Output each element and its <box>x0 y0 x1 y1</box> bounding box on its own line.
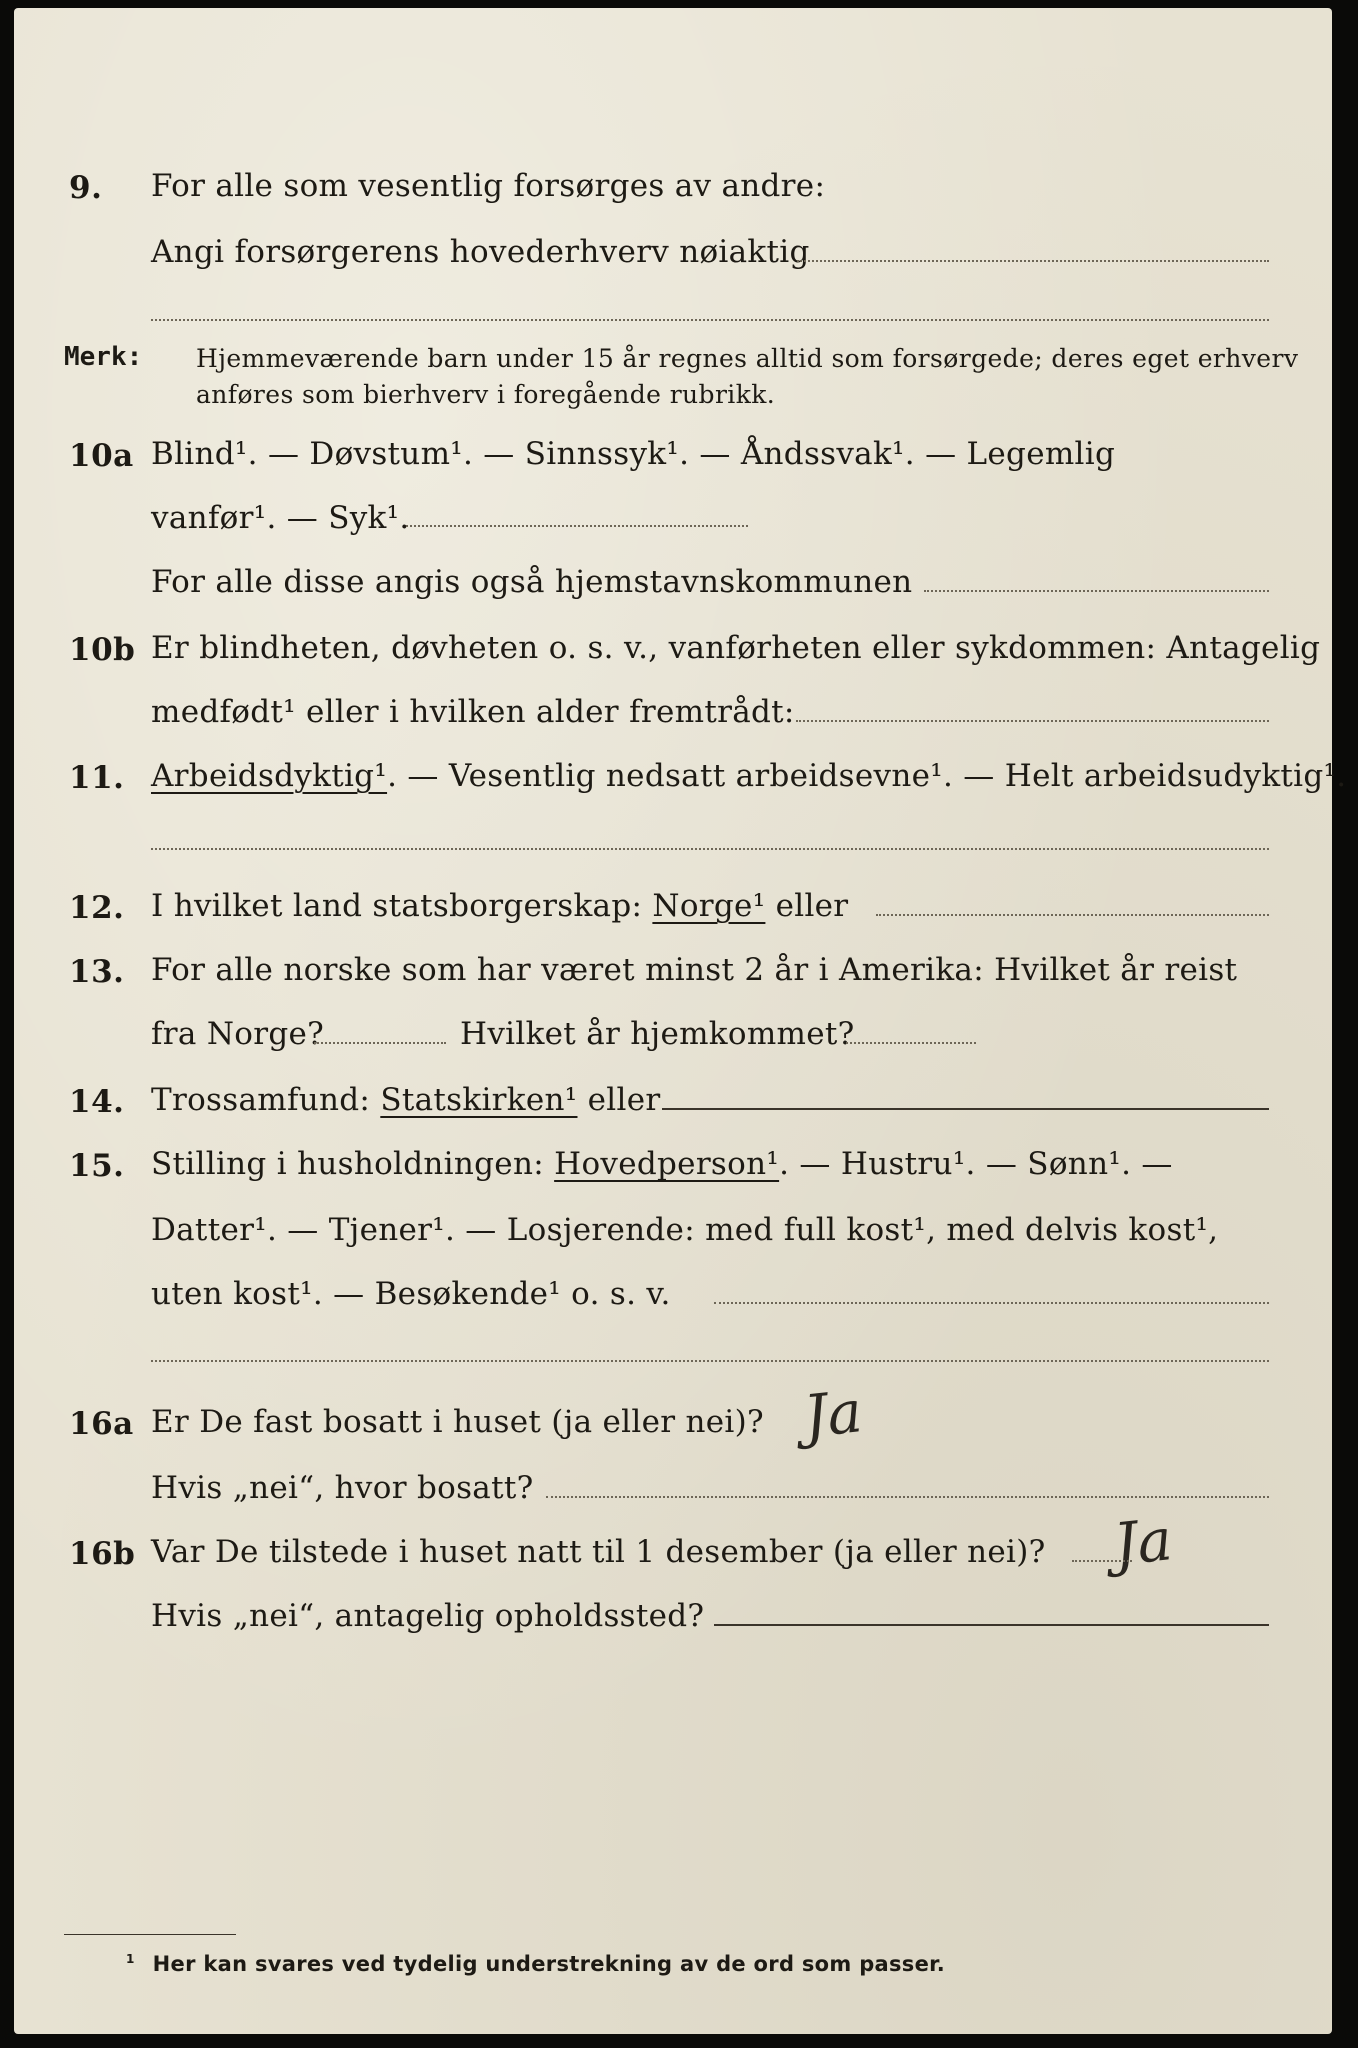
q15-number: 15. <box>69 1148 125 1184</box>
section-divider <box>151 848 1269 850</box>
q10b-line2: medfødt¹ eller i hvilken alder fremtrådt: <box>151 694 795 730</box>
q16b-line2: Hvis „nei“, antagelig opholdssted? <box>151 1598 705 1634</box>
q12-number: 12. <box>69 890 125 926</box>
q11-number: 11. <box>69 760 125 796</box>
q16b-handwritten-answer: Ja <box>1110 1505 1176 1579</box>
q12-post: eller <box>775 888 849 924</box>
q10b-answer-line <box>796 720 1269 722</box>
footnote-rule <box>64 1934 236 1935</box>
q13-hjemkommet-line <box>846 1042 976 1044</box>
q9-line1: For alle som vesentlig forsørges av andre: <box>151 168 826 204</box>
merk-line2: anføres som bierhverv i foregående rubrikk. <box>196 380 776 409</box>
section-divider <box>151 1360 1269 1362</box>
q14-number: 14. <box>69 1084 125 1120</box>
q13-line2a: fra Norge? <box>151 1016 325 1052</box>
footnote <box>126 1952 945 1976</box>
q9-answer-line <box>797 260 1269 262</box>
q14-selected-option: Statskirken¹ <box>380 1082 578 1118</box>
q16b-number: 16b <box>69 1536 136 1572</box>
q16b-answer-line <box>1072 1560 1132 1562</box>
census-form-page <box>14 8 1347 2034</box>
q16a-handwritten-answer: Ja <box>800 1377 866 1451</box>
q13-line1: For alle norske som har været minst 2 år i Amerika: Hvilket år reist <box>151 952 1238 988</box>
q15-selected-option: Hovedperson¹ <box>554 1146 780 1182</box>
q10b-number: 10b <box>69 632 136 668</box>
q15-answer-line <box>714 1302 1269 1304</box>
q16a-answer-line <box>546 1496 1269 1498</box>
q16a-line2: Hvis „nei“, hvor bosatt? <box>151 1470 534 1506</box>
q10a-syk-line <box>406 525 748 527</box>
q10a-line3: For alle disse angis også hjemstavnskommunen <box>151 564 913 600</box>
q16b-answer-line-2 <box>714 1624 1269 1626</box>
q12-line <box>151 888 848 924</box>
q13-number: 13. <box>69 954 125 990</box>
q10a-line1: Blind¹. — Døvstum¹. — Sinnssyk¹. — Åndssvak¹. — Legemlig <box>151 436 1116 472</box>
merk-label: Merk: <box>64 342 143 372</box>
q15-post: . — Hustru¹. — Sønn¹. — <box>779 1146 1173 1182</box>
q15-pre: Stilling i husholdningen: <box>151 1146 544 1182</box>
section-divider <box>151 319 1269 321</box>
footnote-mark: 1 <box>126 1952 135 1966</box>
q10a-line2: vanfør¹. — Syk¹. <box>151 500 410 536</box>
q14-pre: Trossamfund: <box>151 1082 371 1118</box>
q16a-number: 16a <box>69 1406 134 1442</box>
q13-reist-line <box>314 1042 446 1044</box>
q14-answer-line <box>662 1108 1269 1110</box>
q16a-line1: Er De fast bosatt i huset (ja eller nei)? <box>151 1404 764 1440</box>
q15-line3: uten kost¹. — Besøkende¹ o. s. v. <box>151 1276 671 1312</box>
q11-rest: . — Vesentlig nedsatt arbeidsevne¹. — Helt arbeidsudyktig¹. <box>387 758 1347 794</box>
q14-line <box>151 1082 661 1118</box>
q10b-line1: Er blindheten, døvheten o. s. v., vanførheten eller sykdommen: Antagelig <box>151 630 1321 666</box>
q11-selected-option: Arbeidsdyktig¹ <box>151 758 388 794</box>
q15-line2: Datter¹. — Tjener¹. — Losjerende: med full kost¹, med delvis kost¹, <box>151 1212 1219 1248</box>
q9-number: 9. <box>69 170 103 206</box>
q12-answer-line <box>876 914 1269 916</box>
q11-line <box>151 758 1346 794</box>
q16b-line1: Var De tilstede i huset natt til 1 desember (ja eller nei)? <box>151 1534 1046 1570</box>
footnote-text: Her kan svares ved tydelig understrekning av de ord som passer. <box>152 1952 946 1976</box>
q10a-number: 10a <box>69 438 134 474</box>
merk-line1: Hjemmeværende barn under 15 år regnes alltid som forsørgede; deres eget erhverv <box>196 344 1299 373</box>
q12-selected-option: Norge¹ <box>652 888 766 924</box>
q12-pre: I hvilket land statsborgerskap: <box>151 888 643 924</box>
q13-line2b: Hvilket år hjemkommet? <box>460 1016 855 1052</box>
q9-line2: Angi forsørgerens hovederhverv nøiaktig <box>151 234 810 270</box>
q14-post: eller <box>587 1082 661 1118</box>
q10a-answer-line <box>924 590 1269 592</box>
q15-line1 <box>151 1146 1173 1182</box>
